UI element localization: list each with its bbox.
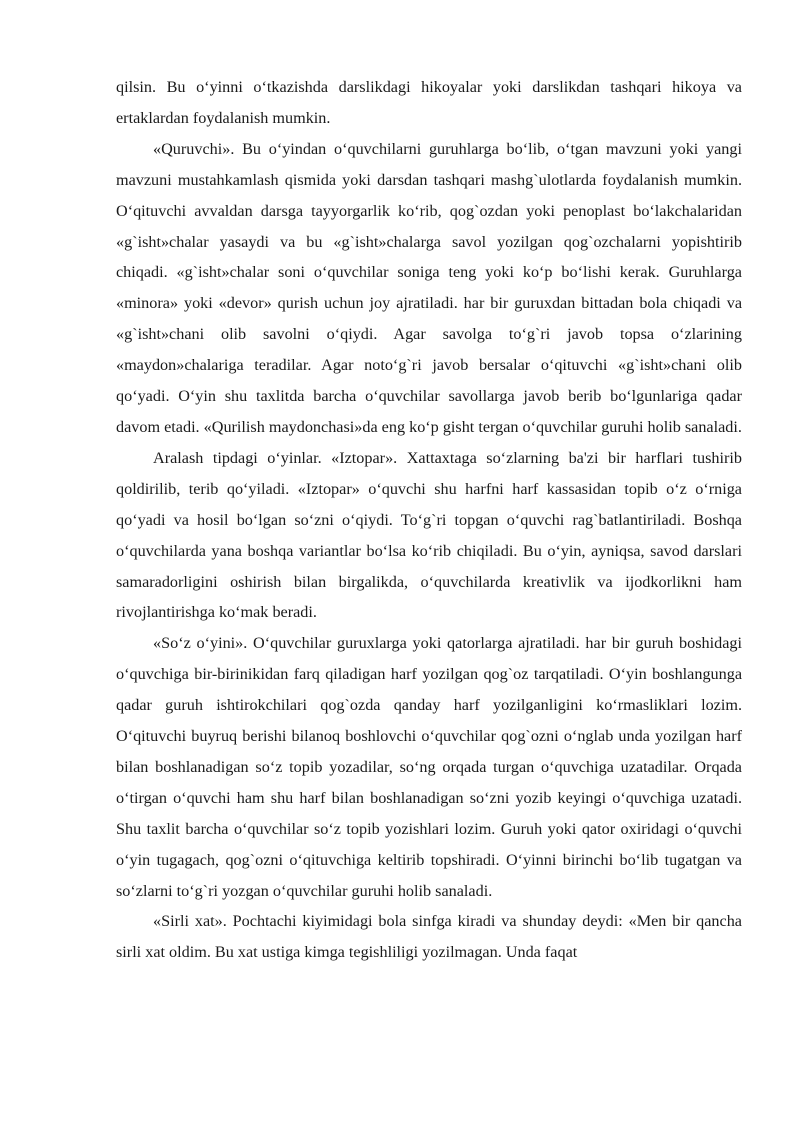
paragraph-iztopar: Aralash tipdagi o‘yinlar. «Iztopar». Xattaxtaga so‘zlarning ba'zi bir harflari tushirib qoldirilib, terib qo‘yiladi. «Iztopar» o‘quvchi shu harfni harf kassasidan topib o‘z o‘rniga qo‘yadi va hosil bo‘lgan so‘zni o‘qiydi. To‘g`ri topgan o‘quvchi rag`batlantiriladi. Boshqa o‘quvchilarda yana boshqa variantlar bo‘lsa ko‘rib chiqiladi. Bu o‘yin, ayniqsa, savod darslari samaradorligini oshirish bilan birgalikda, o‘quvchilarda kreativlik va ijodkorlikni ham rivojlantirishga ko‘mak beradi. xyxy=(116,448,742,622)
paragraph-continuation: qilsin. Bu o‘yinni o‘tkazishda darslikdagi hikoyalar yoki darslikdan tashqari hikoya va ertaklardan foydalanish mumkin. xyxy=(116,78,742,127)
paragraph-sirli-xat: «Sirli xat». Pochtachi kiyimidagi bola sinfga kiradi va shunday deydi: «Men bir qancha sirli xat oldim. Bu xat ustiga kimga tegishliligi yozilmagan. Unda faqat xyxy=(116,912,742,962)
paragraph-quruvchi: «Quruvchi». Bu o‘yindan o‘quvchilarni guruhlarga bo‘lib, o‘tgan mavzuni yoki yangi mavzuni mustahkamlash qismida yoki darsdan tashqari mashg`ulotlarda foydalanish mumkin. O‘qituvchi avvaldan darsga tayyorgarlik ko‘rib, qog`ozdan yoki penoplast bo‘lakchalaridan «g`isht»chalar yasaydi va bu «g`isht»chalarga savol yozilgan qog`ozchalarni yopishtirib chiqadi. «g`isht»chalar soni o‘quvchilar soniga teng yoki ko‘p bo‘lishi kerak. Guruhlarga «minora» yoki «devor» qurish uchun joy ajratiladi. har bir guruxdan bittadan bola chiqadi va «g`isht»chani olib savolni o‘qiydi. Agar savolga to‘g`ri javob topsa o‘zlarining «maydon»chalariga teradilar. Agar noto‘g`ri javob bersalar o‘qituvchi «g`isht»chani olib qo‘yadi. O‘yin shu taxlitda barcha o‘quvchilar savollarga javob berib bo‘lgunlariga qadar davom etadi. «Qurilish maydonchasi»da eng ko‘p gisht tergan o‘quvchilar guruhi holib sanaladi. xyxy=(116,139,742,436)
paragraph-soz-oyini: «So‘z o‘yini». O‘quvchilar guruxlarga yoki qatorlarga ajratiladi. har bir guruh boshidagi o‘quvchiga bir-birinikidan farq qiladigan harf yozilgan qog`oz tarqatiladi. O‘yin boshlangunga qadar guruh ishtirokchilari qog`ozda qanday harf yozilganligini ko‘rmasliklari lozim. O‘qituvchi buyruq berishi bilanoq boshlovchi o‘quvchilar qog`ozni o‘nglab unda yozilgan harf bilan boshlanadigan so‘z topib yozadilar, so‘ng orqada turgan o‘quvchiga uzatadilar. Orqada o‘tirgan o‘quvchi ham shu harf bilan boshlanadigan so‘zni yozib keyingi o‘quvchiga uzatadi. Shu taxlit barcha o‘quvchilar so‘z topib yozishlari lozim. Guruh yoki qator oxiridagi o‘quvchi o‘yin tugagach, qog`ozni o‘qituvchiga keltirib topshiradi. O‘yinni birinchi bo‘lib tugatgan va so‘zlarni to‘g`ri yozgan o‘quvchilar guruhi holib sanaladi. xyxy=(116,634,742,900)
document-page xyxy=(116,72,742,968)
